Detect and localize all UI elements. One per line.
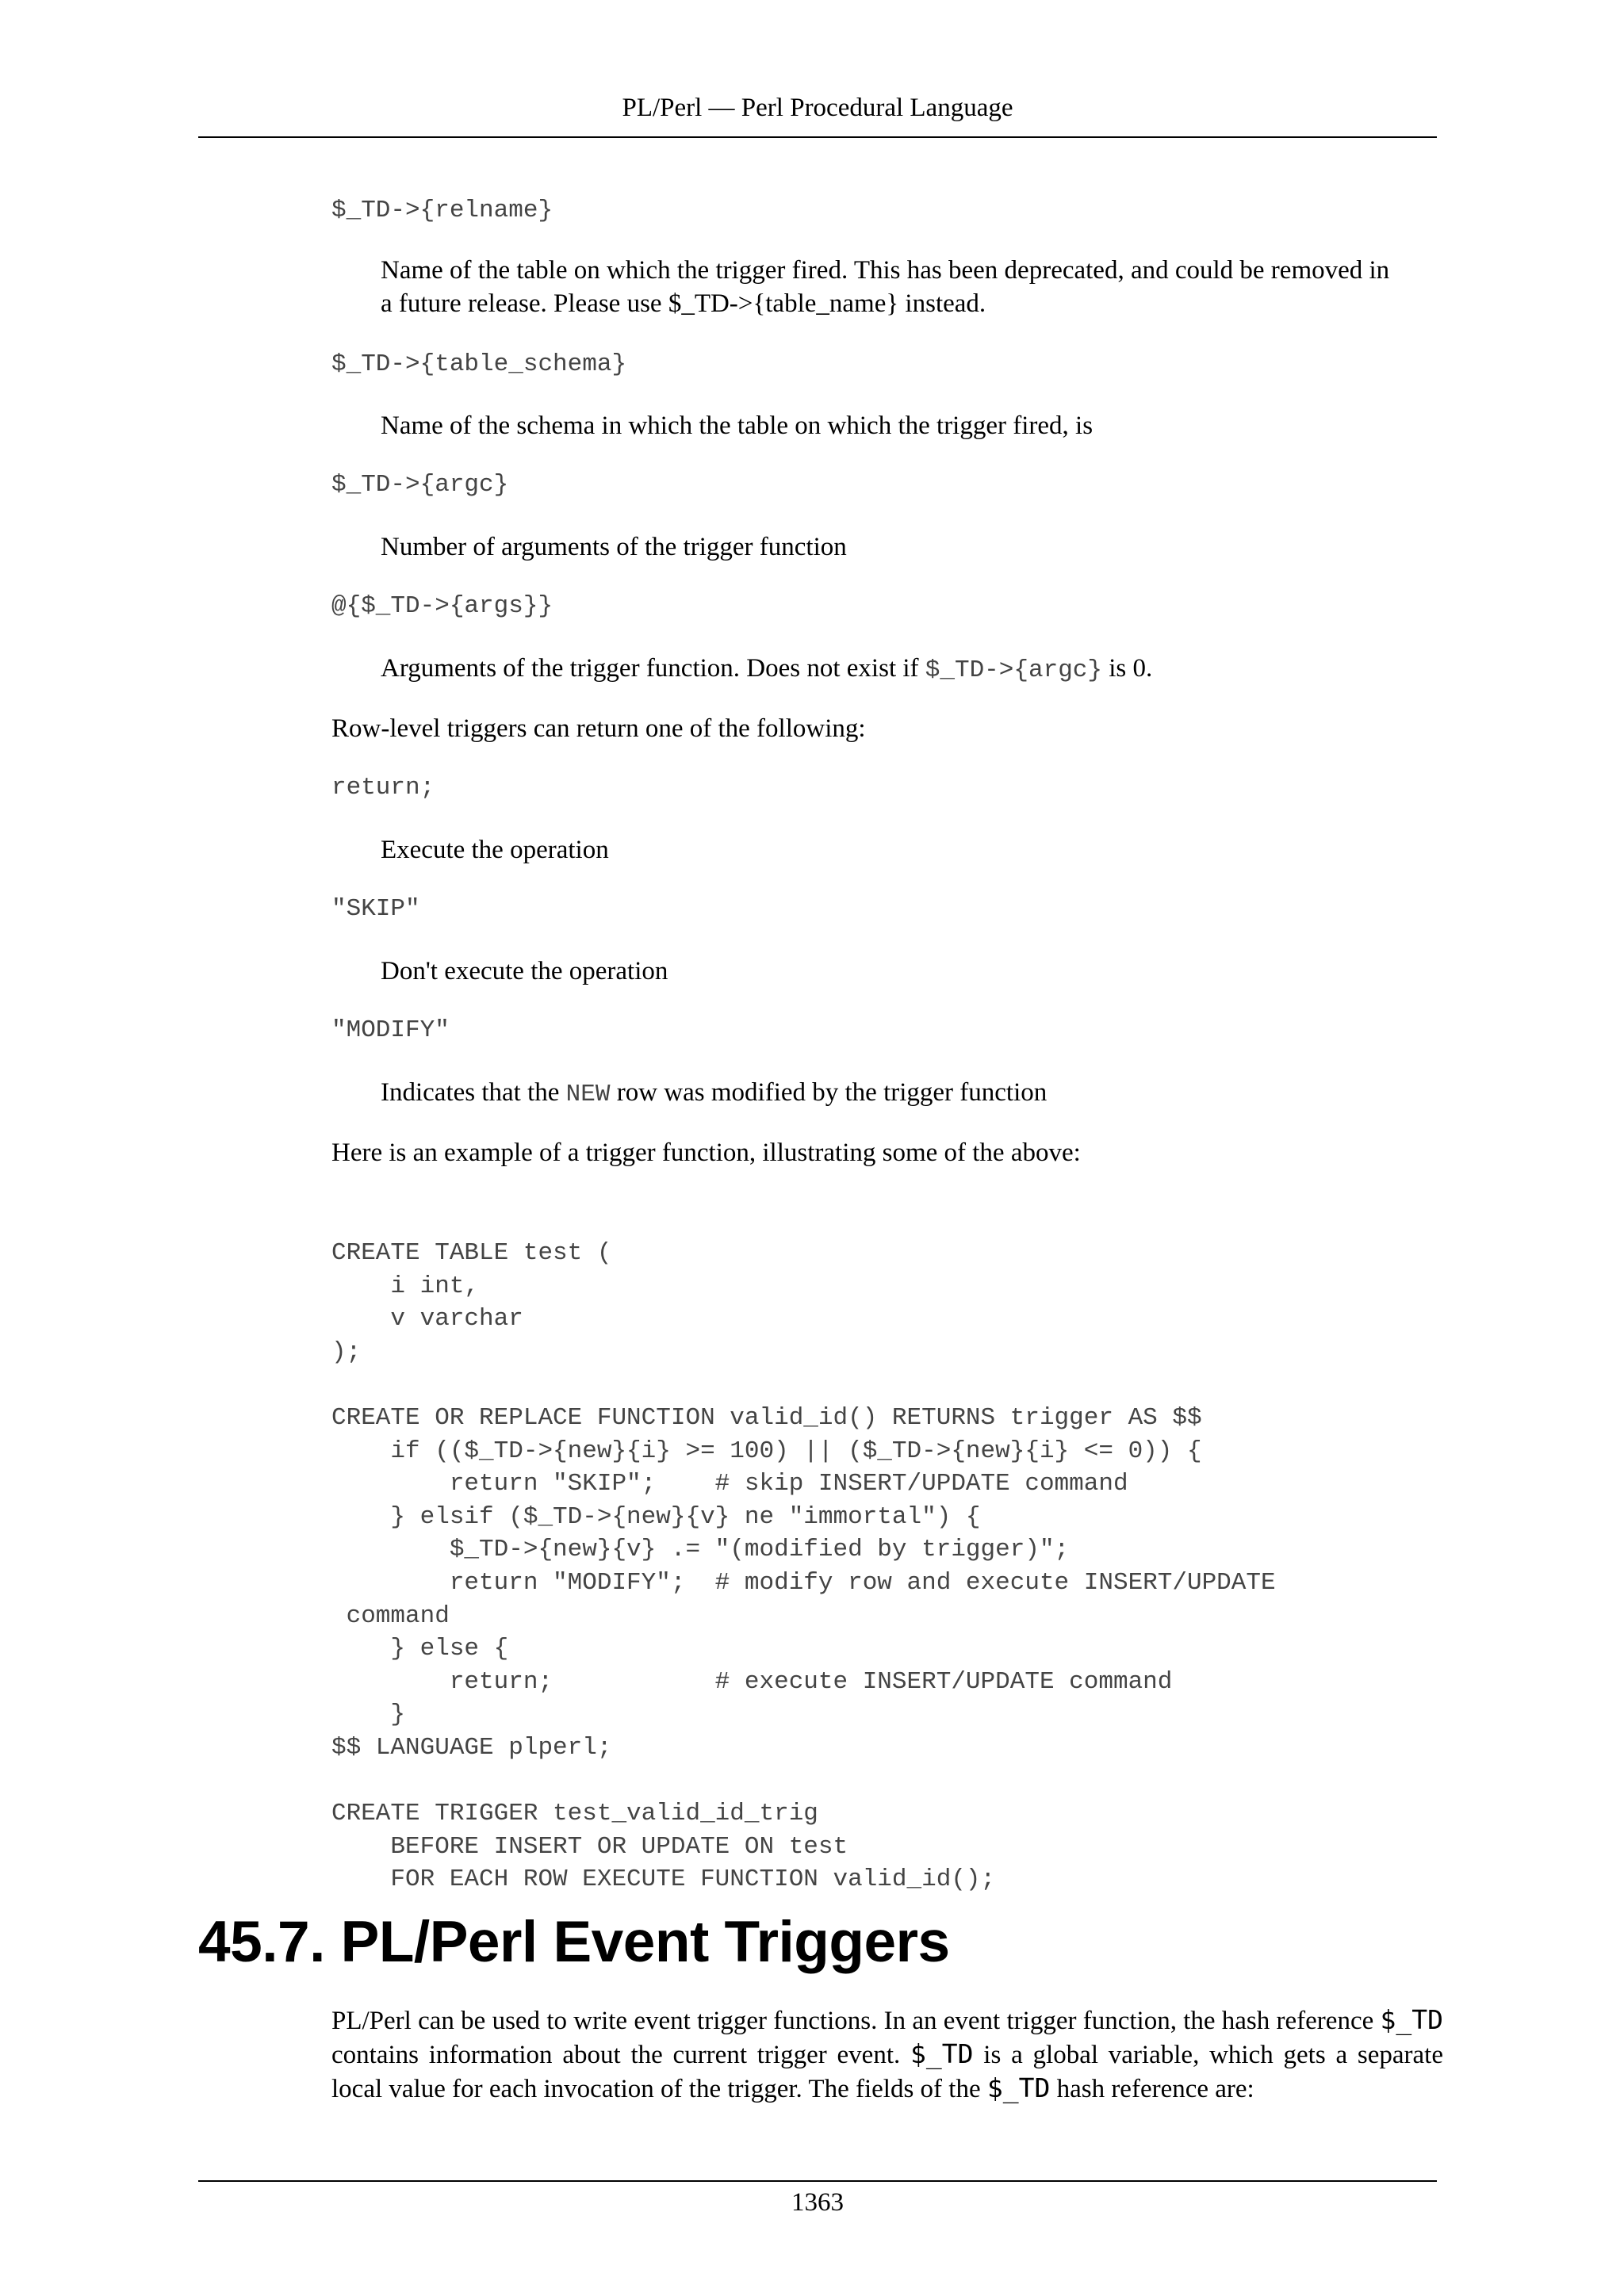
desc-return: Execute the operation (381, 836, 609, 864)
running-header: PL/Perl — Perl Procedural Language (622, 94, 1013, 122)
desc-table-schema: Name of the schema in which the table on which the trigger fired, is (381, 411, 1094, 440)
term-return: return; (331, 774, 435, 802)
term-argc: $_TD->{argc} (331, 471, 509, 499)
desc-relname-line-2: a future release. Please use $_TD->{table_name} instead. (381, 289, 986, 318)
desc-relname (381, 254, 1443, 320)
return-intro: Row-level triggers can return one of the following: (331, 714, 866, 743)
event-text-4: hash reference are: (1050, 2075, 1254, 2103)
desc-args-text-after: is 0. (1102, 654, 1153, 683)
term-relname: $_TD->{relname} (331, 197, 553, 224)
desc-args-code: $_TD->{argc} (925, 656, 1103, 684)
event-text-1: PL/Perl can be used to write event trigger functions. In an event trigger function, the hash reference (331, 2007, 1381, 2035)
desc-modify-text-before: Indicates that the (381, 1078, 566, 1107)
desc-modify-code: NEW (565, 1081, 611, 1108)
header-rule (198, 136, 1437, 138)
event-trigger-paragraph (331, 2003, 1443, 2106)
desc-relname-line-1: Name of the table on which the trigger fired. This has been deprecated, and could be removed in (381, 256, 1390, 285)
section-title: 45.7. PL/Perl Event Triggers (198, 1910, 950, 1974)
footer-rule (198, 2180, 1437, 2182)
event-text-3: is a global variable, which gets a separate local value for each invocation of the trigger. The fields of the (331, 2041, 1443, 2103)
event-code-3: $_TD (986, 2072, 1051, 2103)
desc-args (381, 652, 1443, 687)
event-code-2: $_TD (910, 2038, 974, 2069)
example-intro: Here is an example of a trigger function, illustrating some of the above: (331, 1138, 1081, 1167)
page-number: 1363 (791, 2188, 844, 2217)
term-skip: "SKIP" (331, 895, 420, 923)
desc-modify-text-after: row was modified by the trigger function (610, 1078, 1048, 1107)
desc-modify (381, 1076, 1443, 1112)
term-args: @{$_TD->{args}} (331, 592, 553, 620)
example-code-block: CREATE TABLE test ( i int, v varchar ); CREATE OR REPLACE FUNCTION valid_id() RETURNS trigger AS $$ if (($_TD->{new}{i} >= 100) || ($_TD->{new}{i} <= 0)) { return "SKIP"; # skip INSERT/UPDATE command } elsif ($_TD->{new}{v} ne "immortal") { $_TD->{new}{v} .= "(modified by trigger)"; return "MODIFY"; # modify row and execute INSERT/UPDATE command } else { return; # execute INSERT/UPDATE command } $$ LANGUAGE plperl; CREATE TRIGGER test_valid_id_trig BEFORE INSERT OR UPDATE ON test FOR EACH ROW EXECUTE FUNCTION valid_id(); (331, 1239, 1276, 1894)
desc-args-text-before: Arguments of the trigger function. Does not exist if (381, 654, 925, 683)
event-text-2: contains information about the current trigger event. (331, 2041, 911, 2069)
term-table-schema: $_TD->{table_schema} (331, 350, 627, 378)
desc-argc: Number of arguments of the trigger function (381, 533, 847, 561)
term-modify: "MODIFY" (331, 1016, 450, 1044)
desc-skip: Don't execute the operation (381, 957, 668, 985)
event-code-1: $_TD (1380, 2004, 1443, 2035)
